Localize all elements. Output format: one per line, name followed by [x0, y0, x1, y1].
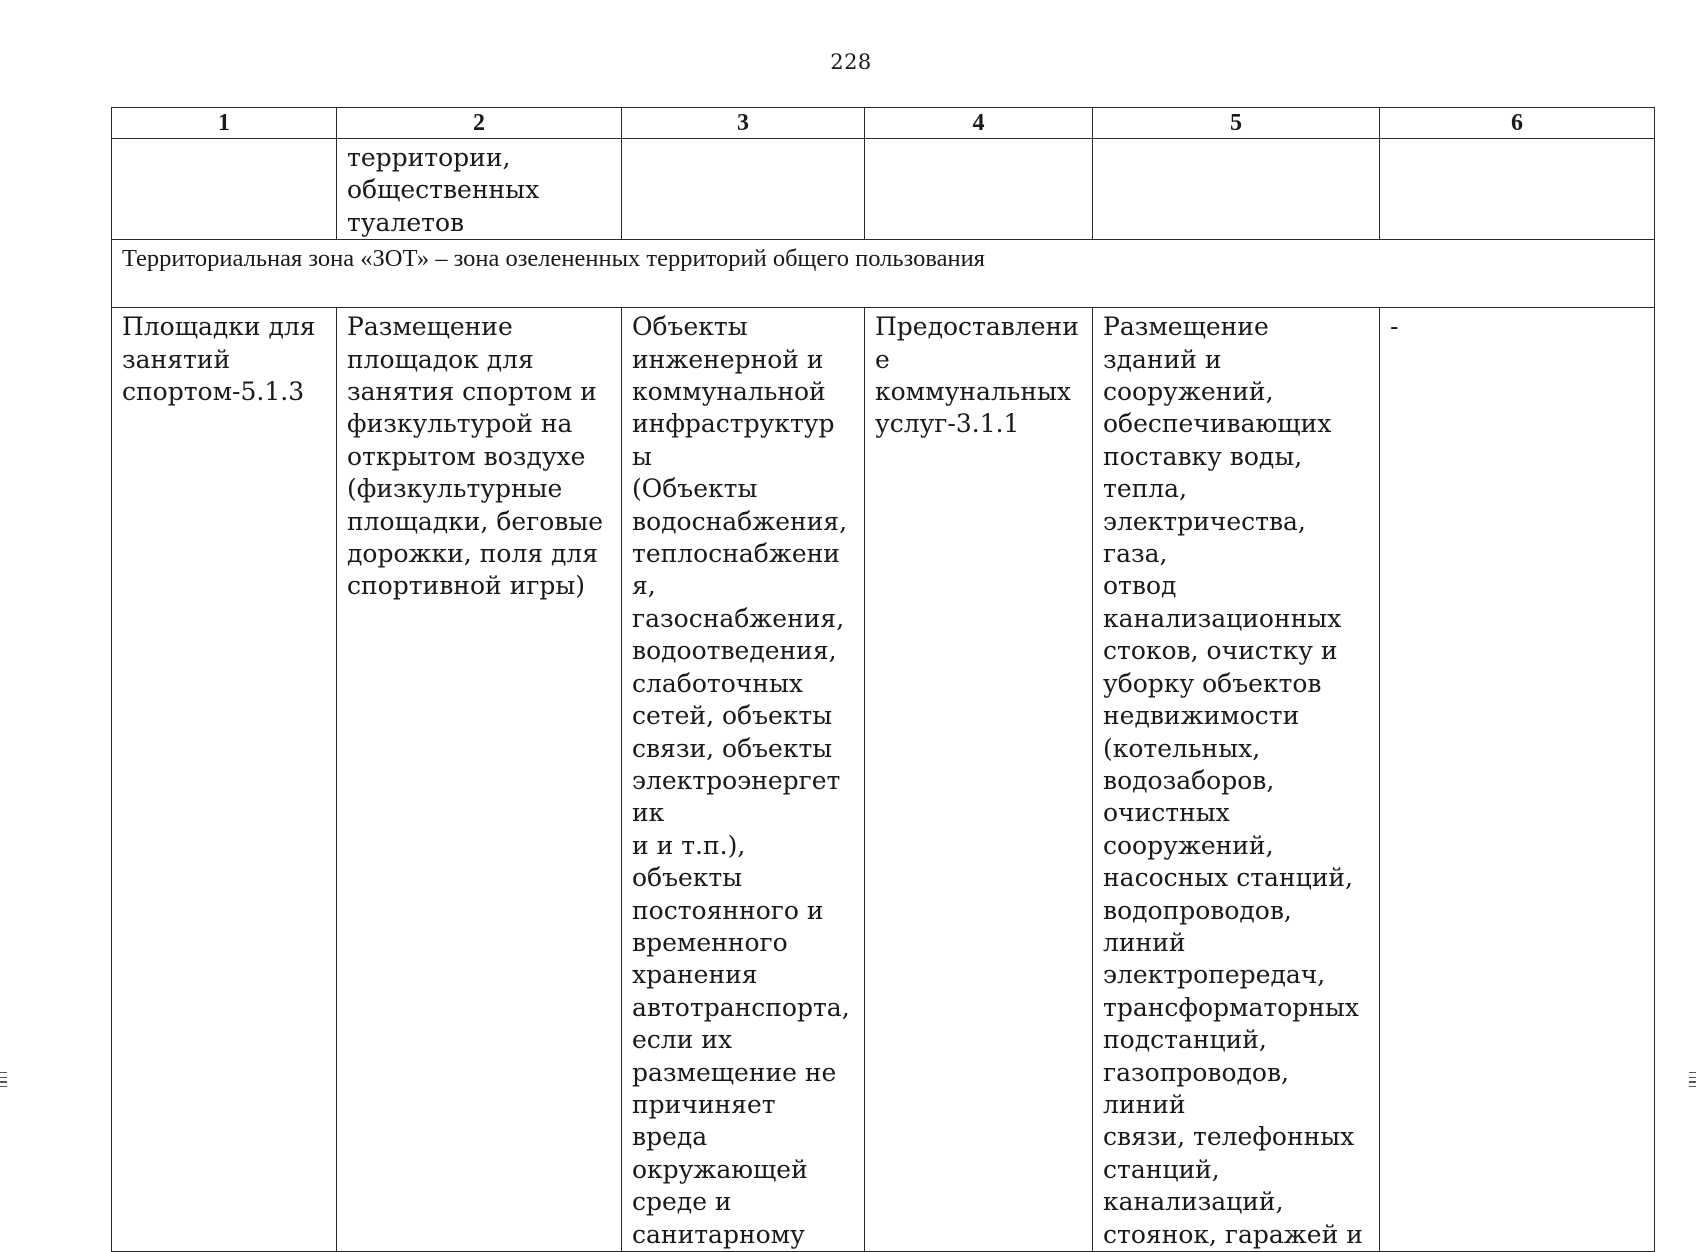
- cell-cont-col3: [622, 139, 865, 240]
- table-header-row: [112, 108, 1655, 139]
- cell-main-col5: Размещение зданий и сооружений, обеспечивающих поставку воды, тепла, электричества, газа, отвод канализационных стоков, очистку и уборку объектов недвижимости (котельных, водозаборов, очистных сооружений, насосных станций, водопроводов, линий электропередач, трансформаторных подстанций, газопроводов, линий связи, телефонных станций, канализаций, стоянок, гаражей и: [1093, 308, 1380, 1252]
- page-number: 228: [830, 50, 872, 74]
- table-row-zone-title: [112, 240, 1655, 308]
- cell-main-col6: -: [1380, 308, 1655, 1252]
- cell-main-col1: Площадки для занятий спортом-5.1.3: [112, 308, 337, 1252]
- cell-cont-col6: [1380, 139, 1655, 240]
- cell-main-col3: Объекты инженерной и коммунальной инфраструктуры (Объекты водоснабжения, теплоснабжения, газоснабжения, водоотведения, слаботочных сетей, объекты связи, объекты электроэнергетик и и т.п.), объекты постоянного и временного хранения автотранспорта, если их размещение не причиняет вреда окружающей среде и санитарному: [622, 308, 865, 1252]
- cell-main-col4: Предоставление коммунальных услуг-3.1.1: [865, 308, 1093, 1252]
- header-col-1: 1: [112, 108, 337, 139]
- header-col-6: 6: [1380, 108, 1655, 139]
- cell-cont-col4: [865, 139, 1093, 240]
- header-col-2: 2: [337, 108, 622, 139]
- cell-cont-col5: [1093, 139, 1380, 240]
- cell-main-col2: Размещение площадок для занятия спортом и физкультурой на открытом воздухе (физкультурные площадки, беговые дорожки, поля для спортивной игры): [337, 308, 622, 1252]
- cell-cont-col1: [112, 139, 337, 240]
- zone-title: Территориальная зона «ЗОТ» – зона озелененных территорий общего пользования: [112, 240, 1655, 308]
- table-row-continuation: [112, 139, 1655, 240]
- right-margin-mark: [1689, 1072, 1696, 1094]
- header-col-4: 4: [865, 108, 1093, 139]
- regulations-table: [111, 107, 1655, 1252]
- table-row-main: [112, 308, 1655, 1252]
- header-col-3: 3: [622, 108, 865, 139]
- left-margin-mark: [0, 1072, 7, 1094]
- cell-cont-col2: территории, общественных туалетов: [337, 139, 622, 240]
- header-col-5: 5: [1093, 108, 1380, 139]
